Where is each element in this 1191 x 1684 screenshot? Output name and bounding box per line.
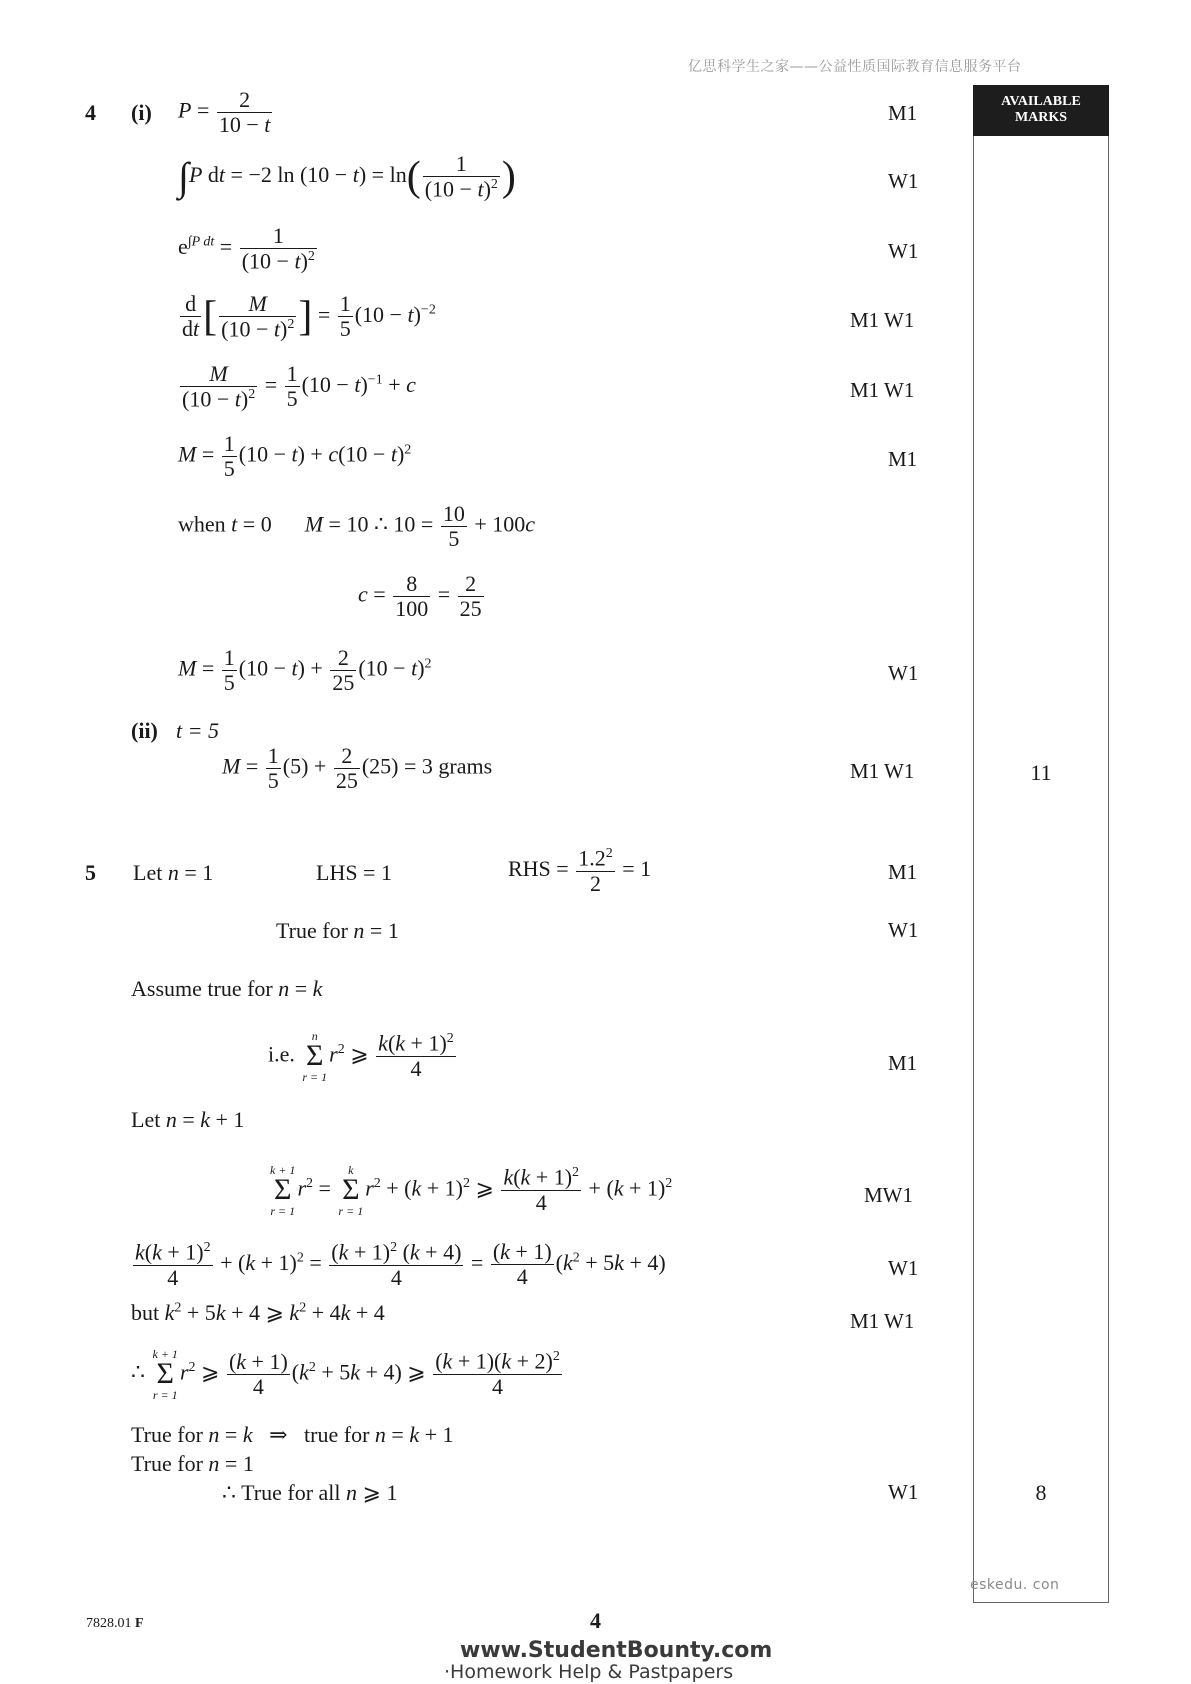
q4-line-6: M = $\frac{1}{5}$ $(10 - t) + c(10 - t)^2$ [178, 431, 412, 482]
true-for-text: True for [276, 918, 348, 943]
question-5-number: 5 [85, 860, 96, 885]
q5-ie-line: i.e. n Σ r = 1 $r^2$ ⩾ $\frac{k(k + 1)^2}{4}$ [268, 1029, 454, 1084]
q4-line-9: M = $\frac{1}{5}$ (10 − t) + $\frac{2}{25}$ $(10 - t)^2$ [178, 645, 432, 696]
ie-text: i.e. [268, 1041, 295, 1067]
q5-mark-3: M1 [888, 1051, 918, 1075]
q4-t-value: t = 5 [176, 718, 219, 743]
footer-watermark: eskedu. con [970, 1577, 1060, 1593]
q4-mark-3: W1 [888, 239, 919, 263]
q5-let-n1: Let n = 1 [133, 860, 214, 885]
q4-line-8: c = $\frac{8}{100}$ = $\frac{2}{25}$ [358, 571, 482, 622]
q4-line-4: $\frac{d}{dt}$ [ $\frac{M}{(10 - t)^2}$ ] = $\frac{1}{5}$ $(10 - t)^{-2}$ [182, 291, 436, 342]
q5-lhs: LHS = 1 [316, 860, 392, 885]
q5-mark-2: W1 [888, 918, 919, 942]
q4-mark-4: M1 W1 [850, 308, 915, 332]
q5-conclusion: ∴ True for all n ⩾ 1 [222, 1480, 398, 1505]
q4-line-3: $e^{\int P dt}$ = $\frac{1}{(10 - t)^2}$ [178, 223, 315, 274]
available-label: AVAILABLE [1001, 94, 1081, 109]
paper-code [86, 1616, 144, 1632]
page-number: 4 [590, 1608, 601, 1633]
available-marks-header [973, 85, 1109, 136]
but-text: but [131, 1300, 160, 1325]
q4-total-marks: 11 [1030, 760, 1052, 785]
header-watermark: 亿思科学生之家——公益性质国际教育信息服务平台 [688, 59, 1022, 75]
q5-mark-5: W1 [888, 1256, 919, 1280]
question-4-number: 4 [85, 100, 96, 125]
q5-true-n1: True for n = 1 [276, 918, 399, 943]
q5-total-marks: 8 [1035, 1480, 1047, 1505]
marks-label: MARKS [1014, 110, 1068, 125]
q4-line-1: P = $\frac{2}{10 - t}$ [178, 87, 271, 138]
true-all-text: True for all [241, 1480, 341, 1505]
let-text: Let [133, 860, 163, 885]
true-for-text-3: True for [131, 1451, 203, 1476]
when-text: when [178, 511, 226, 537]
q5-rhs: RHS = $\frac{1.2^2}{2}$ = 1 [508, 845, 652, 896]
q4-line-5: $\frac{M}{(10 - t)^2}$ = $\frac{1}{5}$ $(10 - t)^{-1} + c$ [182, 361, 416, 412]
true-for-text-2: True for [131, 1422, 203, 1447]
q5-mark-7: W1 [888, 1480, 919, 1504]
q5-therefore-line: ∴ k + 1 Σ r = 1 $r^2$ ⩾ $\frac{(k + 1)}{4}$ $(k^2 + 5k + 4)$ ⩾ $\frac{(k + 1)(k + 2)^2}{4}$ [131, 1347, 560, 1402]
q4-mark-5: M1 W1 [850, 378, 915, 402]
q4-mark-7: W1 [888, 661, 919, 685]
q5-let-nk1: Let n = k + 1 [131, 1107, 245, 1132]
studentbounty-logo: www.StudentBounty.com [460, 1638, 773, 1663]
q4-part-ii: (ii) [131, 718, 158, 743]
q4-line-7: when t = 0 M = 10 ∴ 10 = $\frac{10}{5}$ + 100c [178, 501, 536, 552]
q5-expand-line: $\frac{k(k + 1)^2}{4}$ + $(k + 1)^2$ = $\frac{(k + 1)^2 (k + 4)}{4}$ = $\frac{(k + 1)}{4}$ $(k^2 + 5k + 4)$ [135, 1239, 666, 1290]
q5-mark-4: MW1 [864, 1183, 913, 1207]
q4-part-i: (i) [131, 100, 152, 125]
q5-assume: Assume true for n = k [131, 976, 323, 1001]
q4-line-10: M = $\frac{1}{5}$ (5) + $\frac{2}{25}$ (25) = 3 grams [222, 743, 493, 794]
grams-result: 3 grams [421, 753, 493, 779]
q5-sum-line: k + 1 Σ r = 1 $r^2$ = k Σ r = 1 $r^2 + (k + 1)^2$ ⩾ $\frac{k(k + 1)^2}{4}$ + $(k + 1)^2$ [270, 1163, 673, 1218]
q5-true-nk-line: True for n = k ⇒ true for n = k + 1 [131, 1422, 454, 1447]
q5-mark-6: M1 W1 [850, 1309, 915, 1333]
q5-but-line: but $k^2 + 5k + 4$ ⩾ $k^2 + 4k + 4$ [131, 1300, 385, 1325]
assume-text: Assume true for [131, 976, 273, 1001]
available-marks-column [973, 85, 1109, 1603]
q4-line-2: ∫P dt = −2 ln (10 − t) = ln( $\frac{1}{(10 - t)^2}$ ) [178, 151, 516, 202]
q4-mark-6: M1 [888, 447, 918, 471]
q4-mark-1: M1 [888, 101, 918, 125]
q5-mark-1: M1 [888, 860, 918, 884]
paper-code-suffix: F [135, 1616, 144, 1631]
studentbounty-tagline: ·Homework Help & Pastpapers [444, 1661, 734, 1683]
let-text-2: Let [131, 1107, 161, 1132]
q4-mark-8: M1 W1 [850, 759, 915, 783]
q4-mark-2: W1 [888, 169, 919, 193]
q5-true-n1-line: True for n = 1 [131, 1451, 254, 1476]
implies-text: true for [304, 1422, 370, 1447]
paper-code-number: 7828.01 [86, 1616, 132, 1631]
